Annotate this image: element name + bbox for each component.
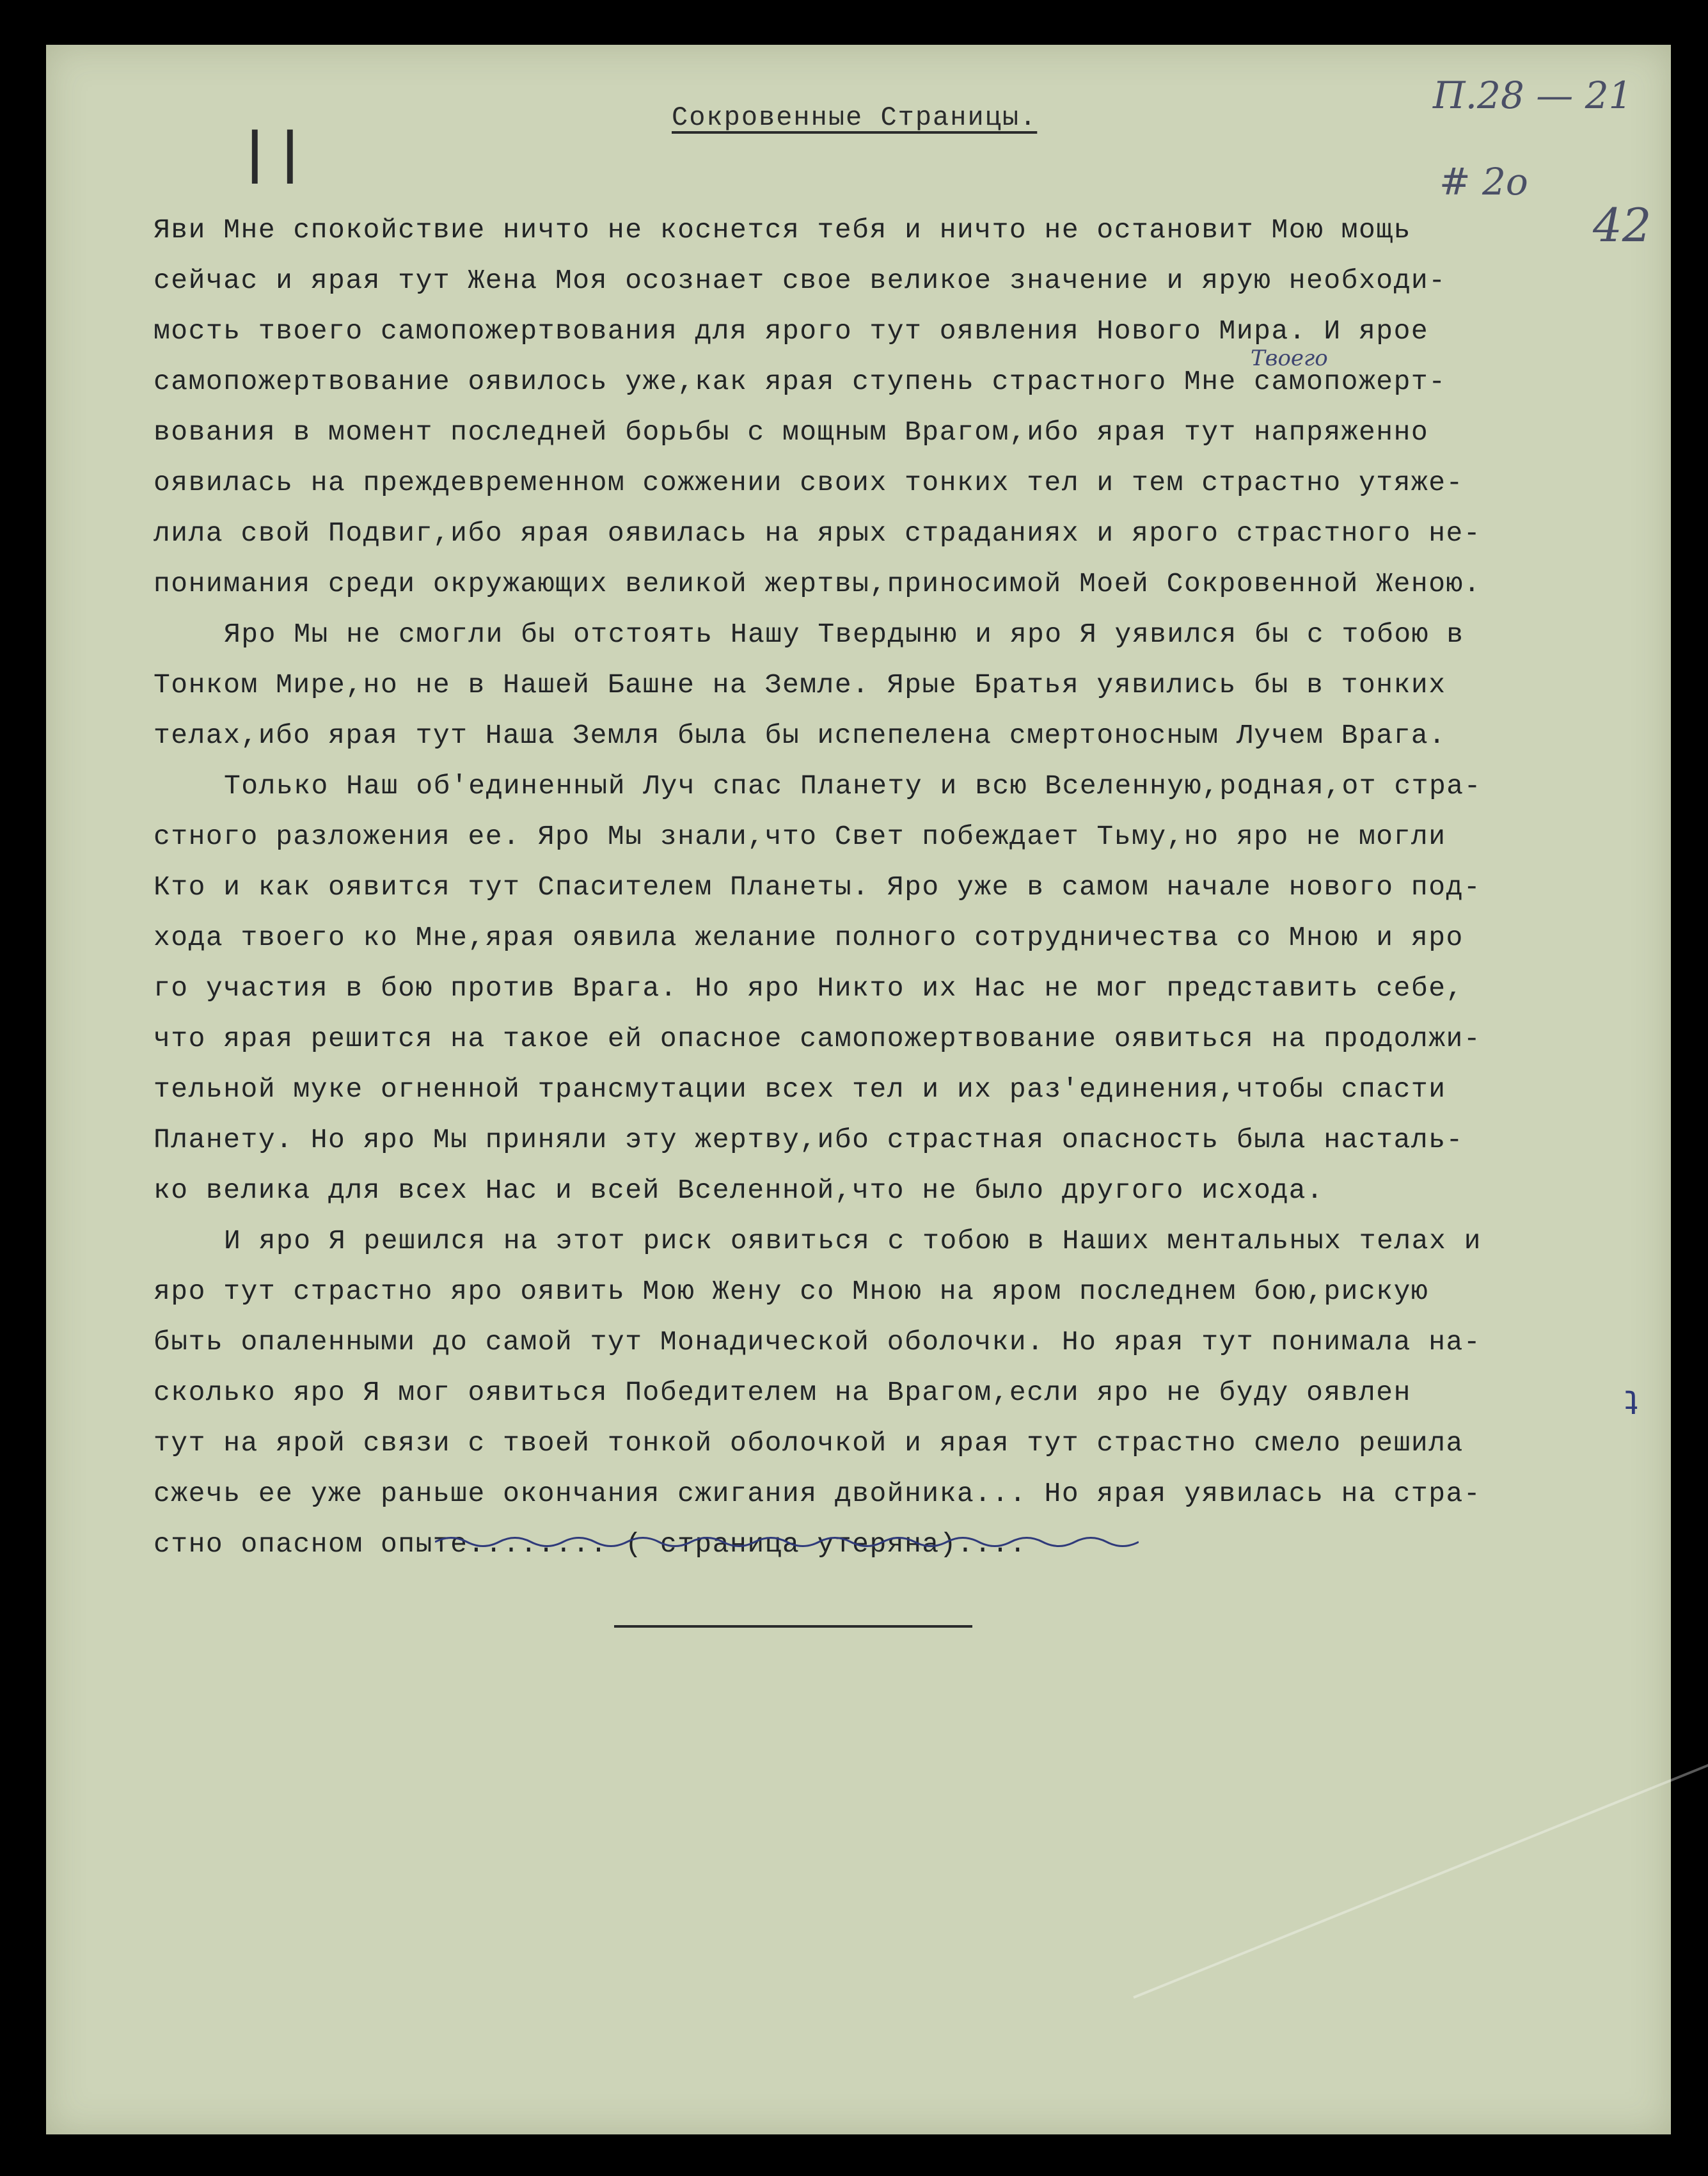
text-line: Кто и как оявится тут Спасителем Планеты. Яро уже в самом начале нового под- [154,871,1482,903]
text-line: го участия в бою против Врага. Но яро Никто их Нас не мог представить себе, [154,973,1464,1004]
text-line: сейчас и ярая тут Жена Моя осознает свое великое значение и ярую необходи- [154,265,1446,296]
text-line: лила свой Подвиг,ибо ярая оявилась на ярых страданиях и ярого страстного не- [154,518,1482,549]
typed-body [154,205,1625,1569]
text-line: телах,ибо ярая тут Наша Земля была бы испепелена смертоносным Лучем Врага. [154,720,1446,751]
ink-mark: ǀ [281,118,299,186]
text-line: Тонком Мире,но не в Нашей Башне на Земле. Ярые Братья уявились бы в тонких [154,669,1446,701]
text-line: ко велика для всех Нас и всей Вселенной,что не было другого исхода. [154,1175,1324,1206]
text-line: яро тут страстно яро оявить Мою Жену со Мною на яром последнем бою,рискую [154,1276,1429,1307]
archive-note: П.28 — 21 [1433,74,1633,117]
margin-mark: ʇ [1625,1379,1638,1417]
text-line: понимания среди окружающих великой жертвы,приносимой Моей Сокровенной Женою. [154,568,1482,600]
text-line: что ярая решится на такое ей опасное самопожертвование оявиться на продолжи- [154,1023,1482,1054]
text-line: оявилась на преждевременном сожжении своих тонких тел и тем страстно утяже- [154,467,1464,498]
text-line: быть опаленными до самой тут Монадической оболочки. Но ярая тут понимала на- [154,1326,1482,1358]
text-line: самопожертвование оявилось уже,как ярая ступень страстного Мне самопожерт- [154,366,1446,397]
text-line: хода твоего ко Мне,ярая оявила желание полного сотрудничества со Мною и яро [154,922,1464,953]
text-line: Яро Мы не смогли бы отстоять Нашу Твердыню и яро Я уявился бы с тобою в [224,619,1464,650]
archive-note: # 2о [1439,160,1528,203]
text-line: тельной муке огненной трансмутации всех тел и их раз'единения,чтобы спасти [154,1074,1446,1105]
text-line: тут на ярой связи с твоей тонкой оболочкой и ярая тут страстно смело решила [154,1427,1464,1459]
handwritten-correction: Твоего [1251,345,1328,371]
text-line: вования в момент последней борьбы с мощным Врагом,ибо ярая тут напряженно [154,417,1429,448]
text-line: И яро Я решился на этот риск оявиться с тобою в Наших ментальных телах и [224,1225,1482,1257]
text-line: мость твоего самопожертвования для ярого тут оявления Нового Мира. И ярое [154,315,1429,347]
closing-rule [614,1625,972,1628]
text-line: сжечь ее уже раньше окончания сжигания двойника... Но ярая уявилась на стра- [154,1478,1482,1509]
text-line: стного разложения ее. Яро Мы знали,что Свет побеждает Тьму,но яро не могли [154,821,1446,852]
ink-mark: ǀ [246,118,264,186]
page-number: 42 [1593,198,1652,252]
text-line: сколько яро Я мог оявиться Победителем на Врагом,если яро не буду оявлен [154,1377,1411,1408]
text-line: Планету. Но яро Мы приняли эту жертву,ибо страстная опасность была насталь- [154,1124,1464,1156]
handwritten-underline [435,1532,1139,1552]
paper-fold [1133,1661,1708,1999]
text-line: Только Наш об'единенный Луч спас Планету и всю Вселенную,родная,от стра- [224,770,1482,802]
text-line: Яви Мне спокойствие ничто не коснется тебя и ничто не остановит Мою мощь [154,214,1411,246]
text-line: стно опасном опыте........ ( страница утеряна).... [154,1529,1027,1560]
document-title: Сокровенные Страницы. [672,102,1038,133]
